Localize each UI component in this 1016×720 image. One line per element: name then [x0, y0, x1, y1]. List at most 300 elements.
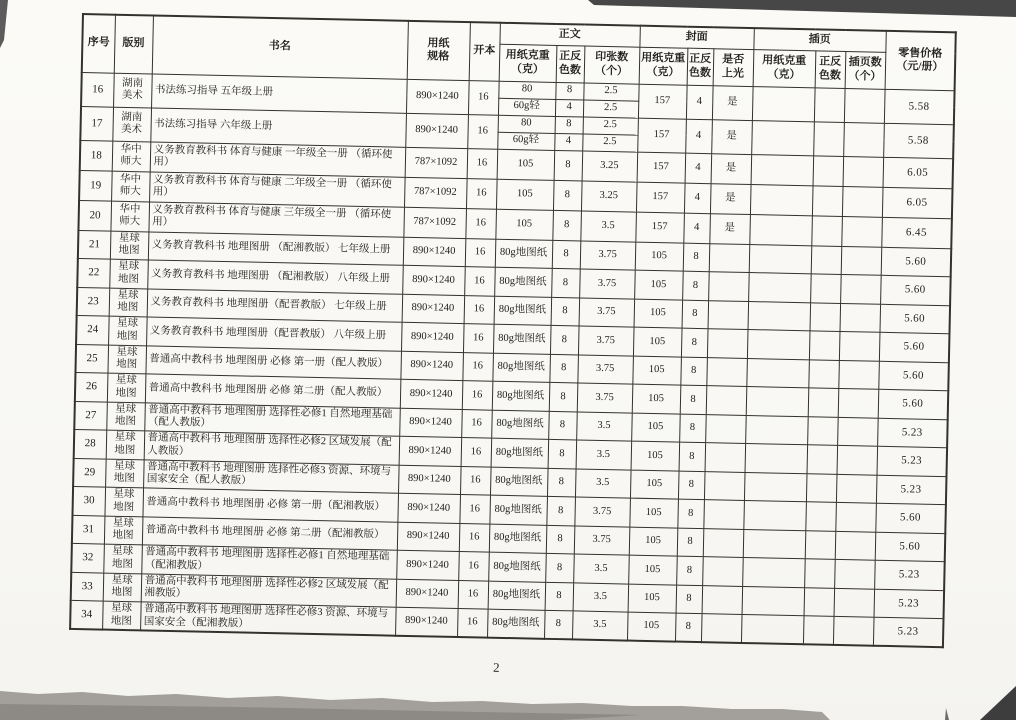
- cell-format: 16: [468, 80, 499, 115]
- paper-sheet: [69, 13, 958, 675]
- cell-price: 5.60: [880, 304, 951, 334]
- cell-cover-gloss: [706, 386, 747, 415]
- paper-torn-bottom-shadow: [0, 704, 640, 720]
- header-body-sheets: 印张数 （个）: [584, 46, 640, 84]
- cell-cover-gloss: 是: [710, 183, 751, 214]
- cell-insert-count: [839, 331, 880, 360]
- table-body: [70, 72, 955, 647]
- cell-cover-colors: 8: [678, 471, 705, 500]
- cell-cover-colors: 4: [685, 153, 712, 184]
- cell-body-colors: 8: [548, 411, 577, 440]
- cell-body-weight: 80g地图纸: [491, 410, 549, 440]
- cell-format: 16: [462, 352, 493, 381]
- cell-cover-colors: 8: [675, 613, 702, 642]
- cell-publisher: 星球 地图: [107, 345, 146, 374]
- cell-cover-gloss: [709, 243, 750, 272]
- cell-insert-colors: [813, 155, 844, 186]
- cell-body-weight: 80g地图纸: [494, 267, 552, 297]
- cell-body-colors: 8: [546, 496, 575, 525]
- cell-serial: 20: [78, 200, 111, 231]
- cell-insert-colors: [810, 274, 841, 303]
- cell-cover-gloss: [702, 557, 743, 586]
- cell-spec: 890×1240: [395, 607, 458, 637]
- cell-spec: 890×1240: [403, 237, 466, 267]
- cell-insert-weight: [746, 386, 809, 416]
- cell-cover-weight: 105: [628, 584, 677, 613]
- cell-cover-colors: 8: [682, 271, 709, 300]
- header-insert-colors: 正反 色数: [815, 50, 846, 88]
- cell-spec: 890×1240: [399, 408, 462, 438]
- cell-body-weight: 80g地图纸: [493, 324, 551, 354]
- page-number: 2: [492, 659, 500, 675]
- header-serial: 序号: [82, 14, 115, 73]
- cell-cover-weight: 157: [636, 182, 685, 213]
- cell-insert-colors: [814, 87, 845, 122]
- cell-body-sheets: 3.5: [572, 611, 628, 641]
- cell-body-colors: 8: [555, 116, 583, 134]
- cell-body-weight: 80g地图纸: [489, 495, 547, 525]
- cell-cover-weight: 105: [629, 527, 678, 556]
- cell-title: 普通高中教科书 地理图册 选择性必修1 自然地理基础（配湘教版）: [141, 545, 397, 579]
- cell-cover-gloss: 是: [712, 85, 753, 120]
- cell-body-sheets: 3.75: [578, 326, 634, 356]
- cell-title: 义务教育教科书 地理图册 （配湘教版） 八年级上册: [147, 260, 403, 294]
- cell-price: 6.45: [881, 217, 952, 248]
- cell-price: 5.23: [874, 589, 945, 619]
- cell-cover-gloss: [704, 471, 745, 500]
- cell-cover-colors: 8: [679, 442, 706, 471]
- header-cover-colors: 正反 色数: [687, 48, 714, 86]
- cell-cover-colors: 8: [683, 243, 710, 272]
- cell-insert-weight: [750, 184, 813, 215]
- cell-body-weight: 80g地图纸: [488, 552, 546, 582]
- cell-format: 16: [465, 238, 496, 267]
- cell-spec: 787×1092: [405, 147, 468, 178]
- cell-cover-gloss: 是: [711, 153, 752, 184]
- cell-body-colors: 8: [544, 610, 573, 639]
- header-group-insert: 插页: [753, 28, 885, 52]
- cell-body-colors: 8: [547, 468, 576, 497]
- cell-body-weight: 105: [497, 149, 555, 180]
- cell-cover-weight: 157: [638, 84, 687, 119]
- cell-insert-count: [844, 88, 885, 123]
- cell-body-weight: 60g轻: [498, 98, 555, 116]
- cell-insert-count: [843, 156, 884, 187]
- cell-insert-colors: [813, 121, 844, 156]
- cell-publisher: 华中 师大: [110, 201, 149, 232]
- cell-cover-gloss: 是: [709, 213, 750, 244]
- cell-format: 16: [459, 495, 490, 524]
- cell-format: 16: [460, 466, 491, 495]
- cell-body-weight: 80g地图纸: [495, 239, 553, 269]
- cell-spec: 890×1240: [402, 265, 465, 295]
- cell-serial: 19: [79, 170, 112, 201]
- cell-serial: 29: [73, 458, 106, 487]
- cell-cover-weight: 157: [635, 212, 684, 243]
- cell-format: 16: [467, 148, 498, 179]
- header-body-weight: 用纸克重 （克）: [499, 44, 557, 82]
- cell-insert-count: [834, 588, 875, 617]
- cell-title: 义务教育教科书 体育与健康 二年级全一册 （循环使用）: [149, 171, 405, 206]
- cell-insert-colors: [803, 616, 834, 645]
- cell-spec: 890×1240: [405, 113, 468, 148]
- cell-body-sheets: 3.75: [580, 240, 636, 270]
- cell-publisher: 星球 地图: [105, 459, 144, 488]
- cell-cover-gloss: [701, 614, 742, 643]
- cell-insert-colors: [804, 559, 835, 588]
- cell-insert-weight: [751, 120, 814, 155]
- cell-cover-colors: 4: [685, 119, 712, 154]
- cell-format: 16: [465, 208, 496, 239]
- header-group-body: 正文: [499, 23, 639, 47]
- cell-cover-colors: 8: [679, 414, 706, 443]
- cell-insert-colors: [811, 215, 842, 246]
- cell-body-sheets: 3.75: [577, 383, 633, 413]
- cell-price: 5.60: [878, 389, 949, 419]
- cell-serial: 17: [80, 106, 113, 141]
- cell-body-sheets: 3.5: [580, 210, 636, 241]
- header-insert-weight: 用纸克重 （克）: [753, 49, 816, 87]
- cell-body-colors: 8: [550, 325, 579, 354]
- header-format: 开本: [469, 22, 500, 81]
- cell-insert-colors: [812, 185, 843, 216]
- cell-spec: 890×1240: [396, 550, 459, 580]
- cell-insert-weight: [744, 472, 807, 502]
- cell-serial: 32: [71, 543, 104, 572]
- cell-body-sheets: 3.75: [574, 497, 630, 527]
- cell-format: 16: [462, 381, 493, 410]
- cell-body-sheets: 3.75: [577, 354, 633, 384]
- cell-body-sheets: 3.5: [575, 468, 631, 498]
- cell-insert-weight: [743, 500, 806, 530]
- cell-price: 5.60: [878, 361, 949, 391]
- cell-insert-colors: [805, 530, 836, 559]
- cell-format: 16: [457, 608, 488, 637]
- cell-insert-weight: [748, 301, 811, 331]
- cell-body-colors: 8: [554, 150, 583, 181]
- header-cover-weight: 用纸克重 （克）: [639, 47, 688, 85]
- header-spec: 用纸 规格: [407, 21, 470, 80]
- cell-cover-weight: 105: [631, 413, 680, 442]
- cell-body-sheets: 3.5: [576, 440, 632, 470]
- cell-cover-weight: 105: [634, 270, 683, 299]
- cell-serial: 24: [76, 315, 109, 344]
- cell-body-weight: 105: [495, 209, 553, 240]
- cell-title: 普通高中教科书 地理图册 必修 第二册（配人教版）: [145, 374, 401, 408]
- cell-body-weight: 80g地图纸: [492, 381, 550, 411]
- cell-format: 16: [466, 178, 497, 209]
- scanner-edge-top-right: [588, 0, 1016, 17]
- cell-title: 普通高中教科书 地理图册 必修 第二册（配湘教版）: [142, 516, 398, 550]
- cell-insert-count: [837, 417, 878, 446]
- cell-cover-weight: 105: [628, 555, 677, 584]
- cell-insert-count: [841, 246, 882, 275]
- cell-cover-gloss: [702, 585, 743, 614]
- cell-format: 16: [458, 580, 489, 609]
- cell-body-colors: 8: [552, 240, 581, 269]
- cell-insert-count: [838, 360, 879, 389]
- cell-serial: 25: [75, 344, 108, 373]
- cell-cover-gloss: [703, 500, 744, 529]
- cell-insert-colors: [807, 445, 838, 474]
- cell-format: 16: [464, 267, 495, 296]
- cell-cover-gloss: [707, 329, 748, 358]
- cell-spec: 890×1240: [397, 493, 460, 523]
- cell-cover-colors: 4: [683, 213, 710, 244]
- cell-title: 书法练习指导 六年级上册: [150, 107, 406, 146]
- cell-body-sheets: 3.25: [582, 151, 638, 182]
- cell-insert-count: [840, 303, 881, 332]
- cell-format: 16: [461, 438, 492, 467]
- cell-body-weight: 105: [496, 179, 554, 210]
- cell-cover-colors: 8: [680, 385, 707, 414]
- cell-cover-colors: 8: [677, 528, 704, 557]
- header-group-cover: 封面: [639, 26, 753, 49]
- cell-serial: 27: [74, 401, 107, 430]
- cell-cover-colors: 8: [682, 300, 709, 329]
- cell-price: 5.60: [875, 532, 946, 562]
- cell-publisher: 星球 地图: [104, 516, 143, 545]
- cell-serial: 34: [70, 600, 103, 629]
- cell-publisher: 星球 地图: [109, 288, 148, 317]
- cell-price: 5.23: [874, 560, 945, 590]
- cell-price: 5.60: [880, 275, 951, 305]
- cell-publisher: 湖南 美术: [113, 73, 152, 108]
- cell-body-weight: 80: [498, 115, 555, 133]
- cell-spec: 890×1240: [406, 79, 469, 114]
- cell-insert-weight: [745, 415, 808, 445]
- cell-publisher: 星球 地图: [103, 544, 142, 573]
- cell-spec: 890×1240: [399, 436, 462, 466]
- cell-cover-weight: 105: [630, 470, 679, 499]
- cell-insert-weight: [752, 86, 815, 121]
- cell-body-weight: 80g地图纸: [491, 438, 549, 468]
- cell-price: 5.23: [877, 418, 948, 448]
- cell-price: 5.60: [881, 247, 952, 277]
- cell-cover-gloss: [708, 300, 749, 329]
- cell-cover-weight: 105: [634, 299, 683, 328]
- cell-body-sheets: 3.5: [576, 411, 632, 441]
- cell-body-sheets: 3.5: [573, 582, 629, 612]
- paper-edge-mark: [945, 708, 949, 720]
- cell-insert-weight: [743, 529, 806, 559]
- cell-body-colors: 8: [546, 525, 575, 554]
- cell-spec: 890×1240: [400, 379, 463, 409]
- cell-cover-weight: 105: [629, 498, 678, 527]
- cell-cover-weight: 105: [631, 441, 680, 470]
- cell-cover-colors: 4: [686, 85, 713, 120]
- cell-price: 6.05: [883, 157, 954, 188]
- cell-publisher: 星球 地图: [110, 231, 149, 260]
- cell-cover-colors: 8: [676, 556, 703, 585]
- cell-format: 16: [458, 552, 489, 581]
- cell-cover-gloss: 是: [711, 119, 752, 154]
- cell-body-colors: 4: [554, 133, 582, 151]
- cell-publisher: 湖南 美术: [112, 107, 151, 142]
- header-insert-count: 插页数 （个）: [845, 51, 886, 89]
- cell-insert-count: [840, 274, 881, 303]
- cell-serial: 28: [74, 429, 107, 458]
- cell-title: 义务教育教科书 地理图册 （配湘教版） 七年级上册: [148, 231, 404, 265]
- cell-cover-gloss: [708, 272, 749, 301]
- cell-spec: 890×1240: [400, 351, 463, 381]
- cell-body-weight: 80g地图纸: [488, 581, 546, 611]
- cell-body-sheets: 2.5: [583, 83, 638, 101]
- header-body-colors: 正反 色数: [556, 45, 585, 83]
- cell-cover-weight: 105: [632, 356, 681, 385]
- cell-title: 普通高中教科书 地理图册 选择性必修1 自然地理基础（配人教版）: [144, 402, 400, 436]
- cell-body-sheets: 2.5: [582, 134, 637, 152]
- cell-insert-count: [842, 186, 883, 217]
- cell-spec: 890×1240: [402, 294, 465, 324]
- cell-cover-weight: 105: [632, 384, 681, 413]
- cell-format: 16: [467, 114, 498, 149]
- cell-serial: 22: [77, 258, 110, 287]
- cell-cover-colors: 8: [676, 585, 703, 614]
- cell-body-colors: 8: [555, 82, 583, 100]
- cell-title: 普通高中教科书 地理图册 必修 第一册（配湘教版）: [142, 488, 398, 522]
- cell-insert-weight: [751, 154, 814, 185]
- cell-insert-count: [834, 559, 875, 588]
- cell-title: 书法练习指导 五年级上册: [151, 73, 407, 112]
- cell-spec: 890×1240: [397, 522, 460, 552]
- cell-price: 5.60: [875, 503, 946, 533]
- cell-insert-weight: [742, 586, 805, 616]
- cell-publisher: 星球 地图: [102, 601, 141, 630]
- cell-price: 5.23: [877, 446, 948, 476]
- price-table: [69, 13, 957, 648]
- cell-title: 义务教育教科书 地理图册（配晋教版） 七年级上册: [147, 288, 403, 322]
- cell-spec: 787×1092: [404, 177, 467, 208]
- cell-body-colors: 4: [555, 99, 583, 117]
- cell-publisher: 星球 地图: [106, 402, 145, 431]
- cell-format: 16: [461, 409, 492, 438]
- cell-publisher: 星球 地图: [108, 316, 147, 345]
- cell-title: 普通高中教科书 地理图册 选择性必修2 区域发展（配人教版）: [144, 431, 400, 465]
- cell-spec: 890×1240: [401, 322, 464, 352]
- cell-body-sheets: 3.75: [579, 269, 635, 299]
- cell-publisher: 星球 地图: [106, 430, 145, 459]
- cell-serial: 31: [72, 515, 105, 544]
- cell-publisher: 星球 地图: [109, 259, 148, 288]
- header-title: 书名: [152, 15, 408, 78]
- cell-body-colors: 8: [551, 268, 580, 297]
- cell-insert-count: [837, 445, 878, 474]
- cell-cover-colors: 4: [684, 183, 711, 214]
- cell-serial: 33: [71, 572, 104, 601]
- cell-cover-gloss: [705, 443, 746, 472]
- cell-insert-weight: [742, 557, 805, 587]
- cell-cover-weight: 105: [627, 612, 676, 641]
- cell-serial: 16: [81, 72, 114, 107]
- cell-body-sheets: 3.75: [574, 525, 630, 555]
- cell-serial: 23: [77, 287, 110, 316]
- cell-body-sheets: 3.75: [579, 297, 635, 327]
- cell-cover-gloss: [705, 414, 746, 443]
- cell-body-colors: 8: [551, 297, 580, 326]
- cell-cover-gloss: [703, 528, 744, 557]
- cell-body-colors: 8: [545, 582, 574, 611]
- cell-body-sheets: 2.5: [583, 117, 638, 135]
- cell-price: 5.58: [883, 123, 954, 158]
- cell-price: 5.23: [873, 617, 944, 647]
- cell-insert-weight: [741, 614, 804, 644]
- cell-spec: 890×1240: [396, 579, 459, 609]
- scanner-edge-top-left: [0, 0, 8, 48]
- cell-format: 16: [464, 295, 495, 324]
- cell-body-weight: 80g地图纸: [490, 467, 548, 497]
- cell-body-colors: 8: [549, 382, 578, 411]
- header-cover-gloss: 是否 上光: [713, 48, 754, 86]
- cell-insert-colors: [805, 502, 836, 531]
- cell-price: 6.05: [882, 187, 953, 218]
- header-publisher: 版别: [114, 15, 153, 74]
- cell-publisher: 星球 地图: [107, 373, 146, 402]
- cell-publisher: 星球 地图: [103, 573, 142, 602]
- cell-title: 普通高中教科书 地理图册 选择性必修2 区域发展（配湘教版）: [141, 573, 397, 607]
- cell-price: 5.23: [876, 475, 947, 505]
- cell-title: 义务教育教科书 地理图册（配晋教版） 八年级上册: [146, 317, 402, 351]
- cell-insert-weight: [748, 273, 811, 303]
- cell-cover-colors: 8: [681, 328, 708, 357]
- cell-body-colors: 8: [552, 210, 581, 241]
- cell-body-colors: 8: [548, 439, 577, 468]
- cell-insert-count: [843, 122, 884, 157]
- cell-insert-weight: [747, 330, 810, 360]
- cell-format: 16: [463, 324, 494, 353]
- cell-spec: 787×1092: [403, 207, 466, 238]
- cell-body-colors: 8: [545, 553, 574, 582]
- cell-insert-count: [835, 502, 876, 531]
- cell-body-sheets: 3.25: [581, 180, 637, 211]
- cell-publisher: 华中 师大: [111, 171, 150, 202]
- cell-body-weight: 80g地图纸: [492, 353, 550, 383]
- cell-publisher: 华中 师大: [112, 141, 151, 172]
- cell-cover-weight: 157: [637, 118, 686, 153]
- cell-title: 普通高中教科书 地理图册 必修 第一册（配人教版）: [145, 345, 401, 379]
- cell-price: 5.58: [884, 89, 955, 124]
- header-price: 零售价格 （元/册）: [885, 31, 956, 90]
- cell-body-sheets: 2.5: [583, 100, 638, 118]
- cell-insert-count: [838, 388, 879, 417]
- cell-insert-colors: [811, 245, 842, 274]
- cell-cover-colors: 8: [680, 357, 707, 386]
- cell-body-colors: 8: [549, 354, 578, 383]
- cell-insert-weight: [749, 214, 812, 245]
- cell-body-weight: 60g轻: [497, 132, 554, 150]
- cell-serial: 26: [75, 372, 108, 401]
- cell-insert-count: [841, 216, 882, 247]
- cell-cover-weight: 105: [635, 242, 684, 271]
- cell-title: 义务教育教科书 体育与健康 三年级全一册 （循环使用）: [148, 201, 404, 236]
- cell-insert-count: [833, 616, 874, 645]
- cell-format: 16: [459, 523, 490, 552]
- cell-insert-colors: [808, 359, 839, 388]
- cell-body-weight: 80g地图纸: [494, 296, 552, 326]
- cell-insert-colors: [809, 331, 840, 360]
- cell-insert-colors: [807, 416, 838, 445]
- cell-price: 5.60: [879, 332, 950, 362]
- cell-insert-count: [836, 474, 877, 503]
- cell-publisher: 星球 地图: [104, 487, 143, 516]
- scanner-edge-bottom-right: [980, 686, 1016, 720]
- cell-spec: 890×1240: [398, 465, 461, 495]
- cell-body-weight: 80g地图纸: [487, 609, 545, 639]
- cell-title: 普通高中教科书 地理图册 选择性必修3 资源、环境与国家安全（配人教版）: [143, 459, 399, 493]
- cell-cover-weight: 157: [637, 152, 686, 183]
- cell-title: 普通高中教科书 地理图册 选择性必修3 资源、环境与国家安全（配湘教版）: [140, 602, 396, 636]
- cell-insert-colors: [808, 388, 839, 417]
